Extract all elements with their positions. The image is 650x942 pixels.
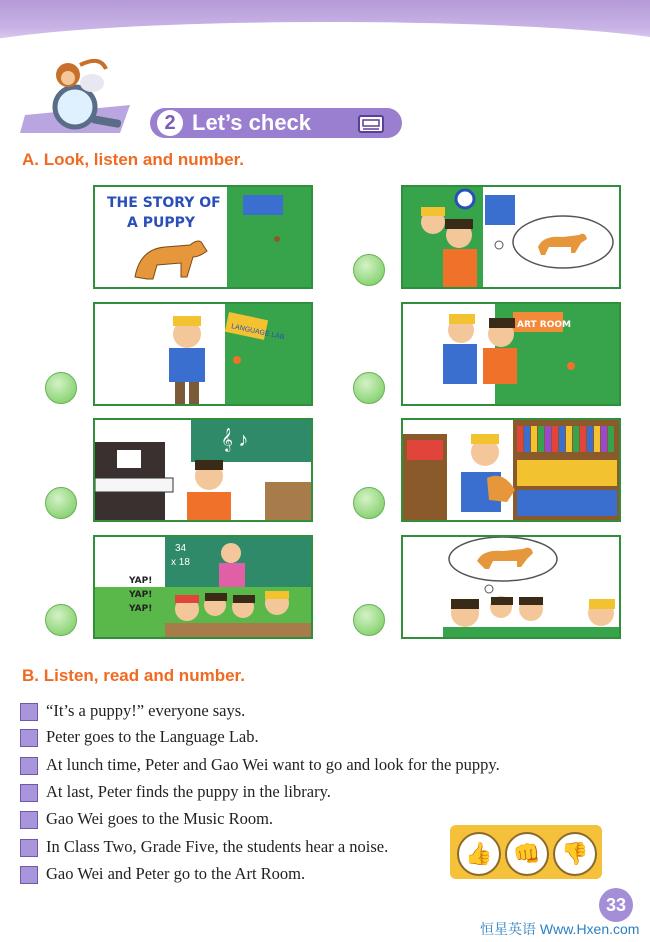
svg-text:𝄞 ♪: 𝄞 ♪ (221, 429, 249, 451)
section-number: 2 (157, 110, 183, 136)
yap-2: YAP! (129, 590, 153, 600)
thumbs-down-icon[interactable]: 👎 (553, 832, 597, 876)
number-circle[interactable] (353, 487, 385, 519)
page-number: 33 (599, 888, 633, 922)
answer-checkbox[interactable] (20, 866, 38, 884)
board-number-top: 34 (175, 543, 187, 554)
sentence-text: At last, Peter finds the puppy in the library. (46, 782, 331, 801)
story-title-line2: A PUPPY (127, 215, 195, 231)
self-assessment-thumbs (450, 825, 602, 879)
sentence-text: Peter goes to the Language Lab. (46, 727, 259, 746)
answer-checkbox[interactable] (20, 811, 38, 829)
thumbs-up-icon[interactable]: 👍 (457, 832, 501, 876)
sentence-text: In Class Two, Grade Five, the students hear a noise. (46, 837, 389, 856)
picture-story-title (93, 185, 313, 289)
sentence-text: Gao Wei and Peter go to the Art Room. (46, 864, 306, 883)
number-circle[interactable] (353, 254, 385, 286)
section-title: Let’s check (192, 110, 312, 135)
sentence-text: At lunch time, Peter and Gao Wei want to go and look for the puppy. (46, 755, 500, 774)
answer-checkbox[interactable] (20, 729, 38, 747)
yap-1: YAP! (129, 576, 153, 586)
picture-boys-thinking-of-puppy (401, 185, 621, 289)
number-circle[interactable] (45, 604, 77, 636)
cassette-tape-icon (358, 115, 384, 133)
picture-music-room (93, 418, 313, 522)
thumbs-sideways-icon[interactable]: 👊 (505, 832, 549, 876)
answer-checkbox[interactable] (20, 784, 38, 802)
picture-peter-language-lab (93, 302, 313, 406)
sentence-text: “It’s a puppy!” everyone says. (46, 701, 246, 720)
language-lab-sign: LANGUAGE LAB (230, 323, 285, 342)
number-circle[interactable] (45, 372, 77, 404)
picture-classroom-yap (93, 535, 313, 639)
answer-checkbox[interactable] (20, 839, 38, 857)
yap-3: YAP! (129, 604, 153, 614)
part-a-heading: A. Look, listen and number. (22, 150, 244, 169)
number-circle[interactable] (353, 604, 385, 636)
part-b-heading: B. Listen, read and number. (22, 666, 245, 685)
watermark: 恒星英语 Www.Hxen.com (480, 921, 640, 937)
number-circle[interactable] (353, 372, 385, 404)
picture-library (401, 418, 621, 522)
art-room-sign: ART ROOM (517, 320, 571, 330)
answer-checkbox[interactable] (20, 703, 38, 721)
board-number-bottom: x 18 (171, 557, 190, 568)
picture-students-puppy-thought (401, 535, 621, 639)
magnifier-monkey-icon (20, 55, 135, 135)
sentence-text: Gao Wei goes to the Music Room. (46, 809, 274, 828)
answer-checkbox[interactable] (20, 757, 38, 775)
picture-art-room (401, 302, 621, 406)
story-title-line1: THE STORY OF (107, 195, 221, 211)
number-circle[interactable] (45, 487, 77, 519)
